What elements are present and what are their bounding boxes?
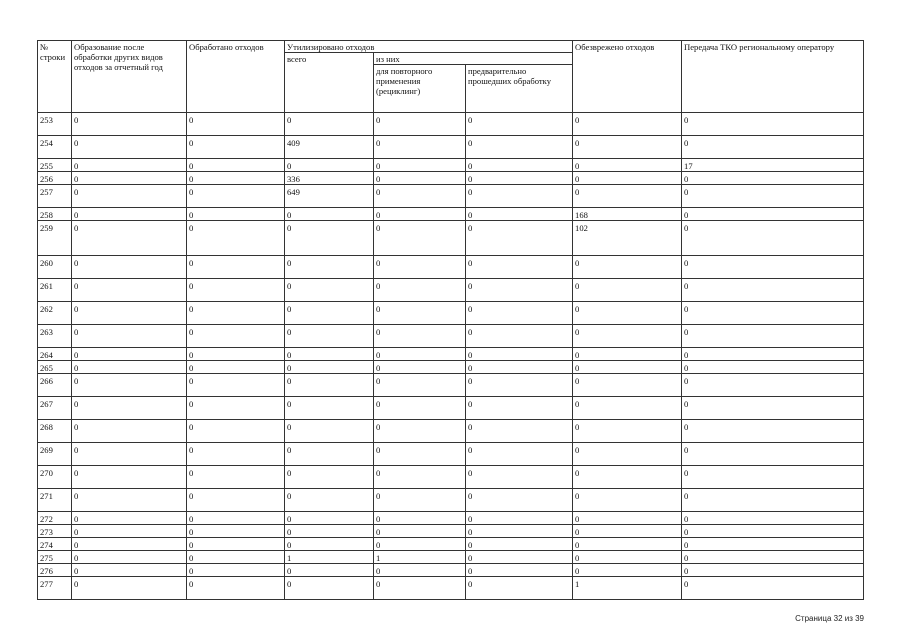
value-cell: 0 (72, 113, 187, 136)
value-cell: 0 (374, 113, 466, 136)
table-row (38, 302, 864, 325)
value-cell: 0 (187, 348, 285, 361)
value-cell: 0 (466, 577, 573, 600)
value-cell: 0 (466, 208, 573, 221)
value-cell: 0 (466, 159, 573, 172)
row-number-cell: 254 (38, 136, 72, 159)
value-cell: 0 (466, 325, 573, 348)
value-cell: 0 (573, 256, 682, 279)
table-row (38, 159, 864, 172)
value-cell: 0 (573, 538, 682, 551)
table-row (38, 551, 864, 564)
row-number-cell: 268 (38, 420, 72, 443)
value-cell: 0 (573, 136, 682, 159)
value-cell: 0 (374, 361, 466, 374)
value-cell: 0 (72, 208, 187, 221)
table-row (38, 420, 864, 443)
value-cell: 0 (682, 489, 864, 512)
header-transferred: Передача ТКО региональному оператору (682, 41, 864, 113)
value-cell: 0 (374, 443, 466, 466)
value-cell: 0 (374, 208, 466, 221)
value-cell: 0 (187, 525, 285, 538)
value-cell: 0 (682, 525, 864, 538)
value-cell: 0 (187, 512, 285, 525)
value-cell: 0 (187, 551, 285, 564)
table-row (38, 325, 864, 348)
value-cell: 0 (72, 564, 187, 577)
value-cell: 0 (682, 551, 864, 564)
value-cell: 0 (682, 420, 864, 443)
row-number-cell: 258 (38, 208, 72, 221)
value-cell: 0 (374, 159, 466, 172)
value-cell: 0 (187, 466, 285, 489)
value-cell: 0 (72, 525, 187, 538)
header-utilized-total: всего (285, 53, 374, 113)
value-cell: 649 (285, 185, 374, 208)
row-number-cell: 255 (38, 159, 72, 172)
value-cell: 0 (682, 279, 864, 302)
value-cell: 0 (187, 564, 285, 577)
value-cell: 0 (374, 136, 466, 159)
value-cell: 0 (374, 348, 466, 361)
row-number-cell: 275 (38, 551, 72, 564)
value-cell: 0 (72, 136, 187, 159)
value-cell: 0 (187, 577, 285, 600)
value-cell: 0 (187, 221, 285, 256)
row-number-cell: 269 (38, 443, 72, 466)
value-cell: 0 (285, 159, 374, 172)
value-cell: 0 (187, 302, 285, 325)
value-cell: 0 (187, 279, 285, 302)
value-cell: 0 (573, 512, 682, 525)
value-cell: 0 (187, 325, 285, 348)
value-cell: 1 (285, 551, 374, 564)
value-cell: 0 (374, 525, 466, 538)
value-cell: 0 (285, 577, 374, 600)
value-cell: 0 (285, 525, 374, 538)
value-cell: 0 (374, 221, 466, 256)
value-cell: 0 (682, 256, 864, 279)
row-number-cell: 262 (38, 302, 72, 325)
value-cell: 0 (374, 420, 466, 443)
value-cell: 0 (285, 113, 374, 136)
value-cell: 0 (187, 361, 285, 374)
value-cell: 0 (374, 397, 466, 420)
value-cell: 0 (374, 466, 466, 489)
value-cell: 336 (285, 172, 374, 185)
value-cell: 0 (466, 489, 573, 512)
value-cell: 0 (72, 325, 187, 348)
row-number-cell: 270 (38, 466, 72, 489)
value-cell: 0 (573, 525, 682, 538)
value-cell: 0 (682, 577, 864, 600)
value-cell: 0 (285, 443, 374, 466)
value-cell: 0 (72, 159, 187, 172)
value-cell: 0 (187, 136, 285, 159)
row-number-cell: 273 (38, 525, 72, 538)
value-cell: 168 (573, 208, 682, 221)
value-cell: 0 (573, 325, 682, 348)
value-cell: 0 (187, 443, 285, 466)
value-cell: 0 (374, 325, 466, 348)
value-cell: 0 (187, 172, 285, 185)
row-number-cell: 260 (38, 256, 72, 279)
value-cell: 0 (573, 466, 682, 489)
value-cell: 0 (573, 551, 682, 564)
row-number-cell: 261 (38, 279, 72, 302)
value-cell: 0 (72, 466, 187, 489)
value-cell: 0 (72, 443, 187, 466)
value-cell: 0 (374, 577, 466, 600)
value-cell: 0 (374, 538, 466, 551)
value-cell: 1 (573, 577, 682, 600)
row-number-cell: 259 (38, 221, 72, 256)
value-cell: 0 (682, 512, 864, 525)
value-cell: 0 (72, 538, 187, 551)
value-cell: 0 (374, 489, 466, 512)
row-number-cell: 271 (38, 489, 72, 512)
table-row (38, 279, 864, 302)
row-number-cell: 253 (38, 113, 72, 136)
value-cell: 0 (285, 302, 374, 325)
header-processed: Обработано отходов (187, 41, 285, 113)
value-cell: 0 (573, 279, 682, 302)
page-number: Страница 32 из 39 (795, 614, 864, 623)
row-number-cell: 265 (38, 361, 72, 374)
value-cell: 0 (573, 564, 682, 577)
value-cell: 0 (466, 302, 573, 325)
value-cell: 0 (72, 172, 187, 185)
row-number-cell: 277 (38, 577, 72, 600)
value-cell: 0 (466, 185, 573, 208)
table-row (38, 374, 864, 397)
value-cell: 0 (187, 208, 285, 221)
value-cell: 0 (573, 443, 682, 466)
table-row (38, 208, 864, 221)
value-cell: 0 (682, 302, 864, 325)
value-cell: 0 (466, 361, 573, 374)
value-cell: 1 (374, 551, 466, 564)
value-cell: 0 (285, 325, 374, 348)
value-cell: 0 (285, 361, 374, 374)
value-cell: 0 (285, 564, 374, 577)
header-of-them: из них (374, 53, 573, 65)
value-cell: 409 (285, 136, 374, 159)
value-cell: 0 (187, 256, 285, 279)
value-cell: 0 (187, 159, 285, 172)
value-cell: 0 (72, 489, 187, 512)
value-cell: 0 (573, 113, 682, 136)
value-cell: 0 (285, 397, 374, 420)
value-cell: 0 (573, 185, 682, 208)
value-cell: 0 (187, 374, 285, 397)
value-cell: 0 (682, 185, 864, 208)
value-cell: 0 (374, 512, 466, 525)
value-cell: 0 (682, 172, 864, 185)
value-cell: 0 (682, 348, 864, 361)
value-cell: 0 (72, 420, 187, 443)
table-row (38, 525, 864, 538)
table-row (38, 172, 864, 185)
table-row (38, 361, 864, 374)
value-cell: 0 (466, 551, 573, 564)
row-number-cell: 276 (38, 564, 72, 577)
value-cell: 0 (72, 577, 187, 600)
value-cell: 0 (466, 564, 573, 577)
value-cell: 0 (682, 136, 864, 159)
value-cell: 0 (682, 538, 864, 551)
value-cell: 0 (573, 374, 682, 397)
value-cell: 0 (285, 348, 374, 361)
value-cell: 0 (285, 420, 374, 443)
table-row (38, 348, 864, 361)
value-cell: 0 (187, 185, 285, 208)
value-cell: 0 (374, 185, 466, 208)
header-row-number: № строки (38, 41, 72, 113)
value-cell: 0 (466, 279, 573, 302)
row-number-cell: 264 (38, 348, 72, 361)
value-cell: 0 (72, 551, 187, 564)
value-cell: 0 (285, 208, 374, 221)
value-cell: 0 (466, 136, 573, 159)
header-formation: Образование после обработки других видов отходов за отчетный год (72, 41, 187, 113)
value-cell: 0 (466, 113, 573, 136)
value-cell: 0 (72, 221, 187, 256)
value-cell: 0 (573, 361, 682, 374)
value-cell: 0 (374, 256, 466, 279)
header-recycling: для повторного применения (рециклинг) (374, 65, 466, 113)
value-cell: 0 (466, 397, 573, 420)
value-cell: 0 (72, 256, 187, 279)
value-cell: 0 (374, 374, 466, 397)
value-cell: 0 (285, 256, 374, 279)
value-cell: 0 (573, 348, 682, 361)
value-cell: 0 (187, 489, 285, 512)
value-cell: 0 (682, 221, 864, 256)
value-cell: 0 (72, 397, 187, 420)
table-row (38, 185, 864, 208)
table-row (38, 564, 864, 577)
value-cell: 0 (466, 221, 573, 256)
header-pretreated: предварительно прошедших обработку (466, 65, 573, 113)
value-cell: 17 (682, 159, 864, 172)
value-cell: 0 (187, 397, 285, 420)
value-cell: 0 (187, 420, 285, 443)
value-cell: 0 (374, 279, 466, 302)
table-row (38, 136, 864, 159)
table-row (38, 113, 864, 136)
value-cell: 0 (573, 172, 682, 185)
value-cell: 0 (285, 512, 374, 525)
row-number-cell: 274 (38, 538, 72, 551)
value-cell: 0 (72, 279, 187, 302)
value-cell: 0 (682, 397, 864, 420)
value-cell: 0 (682, 443, 864, 466)
table-row (38, 221, 864, 256)
value-cell: 0 (682, 325, 864, 348)
value-cell: 0 (682, 208, 864, 221)
row-number-cell: 257 (38, 185, 72, 208)
table-row (38, 466, 864, 489)
value-cell: 0 (374, 172, 466, 185)
row-number-cell: 267 (38, 397, 72, 420)
table-row (38, 512, 864, 525)
value-cell: 0 (573, 302, 682, 325)
value-cell: 0 (682, 374, 864, 397)
value-cell: 0 (72, 185, 187, 208)
table-row (38, 443, 864, 466)
value-cell: 0 (573, 397, 682, 420)
table-row (38, 397, 864, 420)
value-cell: 0 (573, 420, 682, 443)
value-cell: 0 (466, 538, 573, 551)
value-cell: 0 (285, 489, 374, 512)
value-cell: 0 (682, 466, 864, 489)
value-cell: 0 (466, 512, 573, 525)
value-cell: 0 (285, 221, 374, 256)
value-cell: 0 (466, 525, 573, 538)
header-utilized: Утилизировано отходов (285, 41, 573, 53)
value-cell: 0 (374, 564, 466, 577)
value-cell: 0 (682, 361, 864, 374)
value-cell: 0 (682, 564, 864, 577)
value-cell: 0 (72, 361, 187, 374)
value-cell: 0 (285, 279, 374, 302)
value-cell: 0 (466, 256, 573, 279)
row-number-cell: 266 (38, 374, 72, 397)
value-cell: 0 (72, 512, 187, 525)
value-cell: 102 (573, 221, 682, 256)
value-cell: 0 (374, 302, 466, 325)
waste-report-table (37, 40, 864, 600)
value-cell: 0 (466, 466, 573, 489)
table-row (38, 256, 864, 279)
row-number-cell: 272 (38, 512, 72, 525)
value-cell: 0 (72, 374, 187, 397)
value-cell: 0 (466, 374, 573, 397)
value-cell: 0 (72, 348, 187, 361)
value-cell: 0 (466, 420, 573, 443)
value-cell: 0 (187, 113, 285, 136)
value-cell: 0 (466, 172, 573, 185)
table-row (38, 538, 864, 551)
value-cell: 0 (682, 113, 864, 136)
value-cell: 0 (72, 302, 187, 325)
value-cell: 0 (466, 348, 573, 361)
table-row (38, 489, 864, 512)
value-cell: 0 (187, 538, 285, 551)
row-number-cell: 256 (38, 172, 72, 185)
value-cell: 0 (285, 538, 374, 551)
value-cell: 0 (573, 489, 682, 512)
value-cell: 0 (285, 466, 374, 489)
value-cell: 0 (285, 374, 374, 397)
value-cell: 0 (573, 159, 682, 172)
header-neutralized: Обезврежено отходов (573, 41, 682, 113)
row-number-cell: 263 (38, 325, 72, 348)
table-row (38, 577, 864, 600)
value-cell: 0 (466, 443, 573, 466)
